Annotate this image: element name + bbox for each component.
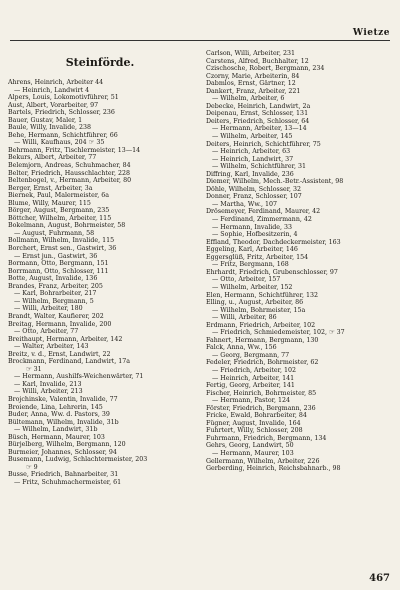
directory-entry: Eggeling, Karl, Arbeiter, 146 — [206, 246, 298, 254]
directory-entry: Döhle, Wilhelm, Schlosser, 32 — [206, 185, 302, 193]
directory-entry: Fügner, August, Invalide, 164 — [206, 419, 301, 427]
directory-entry: Fricke, Ewald, Bohrarbeiter, 84 — [206, 412, 307, 420]
directory-entry: Gerberding, Heinrich, Reichsbahnarb., 98 — [206, 465, 341, 473]
directory-entry: Brockmann, Ferdinand, Landwirt, 17a — [8, 358, 131, 366]
directory-entry: — Wilhelm, Arbeiter, 145 — [212, 133, 293, 141]
directory-entry: Ahrens, Heinrich, Arbeiter 44 — [8, 79, 104, 86]
directory-entry: Breitz, v. d., Ernst, Landwirt, 22 — [8, 350, 111, 358]
directory-entry: Breitag, Hermann, Invalide, 200 — [8, 320, 112, 328]
directory-entry: Ehrhardt, Friedrich, Grubenschlosser, 97 — [206, 268, 338, 276]
directory-entry: — Wilhelm, Bergmann, 5 — [14, 297, 94, 305]
directory-entry: Carlson, Willi, Arbeiter, 231 — [206, 50, 296, 57]
directory-entry: — Otto, Arbeiter, 77 — [14, 328, 79, 336]
directory-entry: Berger, Ernst, Arbeiter, 3a — [8, 184, 93, 192]
directory-entry: Busemann, Ludwig, Schlachtermeister, 203 — [8, 456, 148, 464]
directory-entry: Dankert, Franz, Arbeiter, 221 — [206, 87, 301, 95]
directory-entry: — Hermann, Aushilfs-Weichenwärter, 71 — [14, 373, 144, 381]
directory-entry: — Friedrich, Arbeiter, 102 — [212, 366, 296, 374]
directory-entry: Czischosche, Robert, Bergmann, 234 — [206, 65, 325, 73]
directory-entry: Fertig, Georg, Arbeiter, 141 — [206, 382, 295, 390]
directory-entry: — Heinrich, Landwirt, 37 — [212, 155, 294, 163]
directory-entry: Erdmann, Friedrich, Arbeiter, 102 — [206, 321, 316, 329]
running-title: Wietze — [352, 28, 390, 38]
directory-entry: Carstens, Alfred, Buchhalter, 12 — [206, 57, 309, 65]
directory-entry: — Heinrich, Arbeiter, 63 — [212, 148, 291, 156]
directory-entry: Beltenbogel, v., Hermann, Arbeiter, 80 — [8, 177, 132, 185]
directory-entry: — Wilhelm, Bohrmeister, 15a — [212, 306, 306, 314]
directory-entry: Bartels, Friedrich, Schlosser, 236 — [8, 109, 115, 117]
directory-entry: — Wilhelm, Schichtführer, 31 — [212, 163, 306, 171]
directory-entry: ☞ 31 — [26, 365, 42, 373]
directory-entry: Effland, Theodor, Dachdeckermeister, 163 — [206, 238, 341, 246]
directory-entry: Belter, Friedrich, Hausschlachter, 228 — [8, 169, 130, 177]
directory-entry: Fischer, Heinrich, Bohrmeister, 85 — [206, 389, 317, 397]
directory-entry: Eggersglüß, Fritz, Arbeiter, 154 — [206, 253, 309, 261]
directory-entry: — Ernst jun., Gastwirt, 36 — [14, 252, 98, 260]
header-rule — [10, 40, 390, 41]
directory-entry: Deiters, Friedrich, Schlosser, 64 — [206, 117, 310, 125]
directory-entry: — Martha, Ww., 107 — [212, 200, 277, 208]
page-header — [0, 0, 400, 40]
directory-entry: Blume, Willy, Maurer, 115 — [8, 199, 91, 207]
directory-entry: Büsch, Hermann, Maurer, 103 — [8, 433, 105, 441]
directory-entry: — Friedrich, Schmiedemeister, 102, ☞ 37 — [212, 329, 345, 337]
directory-entry: Botte, August, Invalide, 136 — [8, 275, 98, 283]
directory-entry: Debecke, Heinrich, Landwirt, 2a — [206, 102, 311, 110]
directory-entry: Bürjelberg, Wilhelm, Bergmann, 120 — [8, 441, 126, 449]
directory-entry: Bauer, Gustav, Maler, 1 — [8, 116, 83, 124]
directory-entry: Brojchinske, Valentin, Invalide, 77 — [8, 395, 118, 403]
directory-entry: Dabmlos, Ernst, Gärtner, 12 — [206, 80, 296, 88]
directory-entry: Brandt, Walter, Kaufierer, 202 — [8, 312, 104, 320]
directory-entry: Bollmann, Wilhelm, Invalide, 115 — [8, 237, 115, 245]
directory-entry: ☞ 9 — [26, 463, 38, 471]
directory-entry: Deiters, Heinrich, Schichtführer, 75 — [206, 140, 321, 148]
section-title: Steinförde. — [65, 56, 135, 69]
directory-entry: Behe, Hermann, Schichtführer, 66 — [8, 131, 118, 139]
directory-entry: — Walter, Arbeiter, 143 — [14, 343, 89, 351]
directory-entry: — Fritz, Bergmann, 168 — [212, 261, 289, 269]
directory-entry: Elen, Hermann, Schichtführer, 132 — [206, 291, 319, 299]
directory-entry: Burmeier, Johannes, Schlosser, 94 — [8, 448, 117, 456]
directory-entry: Börger, August, Bergmann, 235 — [8, 207, 110, 215]
directory-entry: Gehrs, Georg, Landwirt, 50 — [206, 442, 294, 450]
directory-entry: — Ferdinand, Zimmermann, 42 — [212, 216, 312, 224]
directory-entry: Falck, Anna, Ww., 156 — [206, 344, 277, 352]
directory-entry: Buder, Anna, Ww. d. Pastors, 39 — [8, 411, 110, 419]
directory-entry: Belemjorn, Andreas, Schuhmacher, 84 — [8, 162, 131, 170]
directory-entry: Borrmann, Otto, Schlosser, 111 — [8, 267, 109, 275]
directory-entry: Fahnert, Hermann, Bergmann, 130 — [206, 336, 319, 344]
directory-entry: — Wilhelm, Arbeiter, 152 — [212, 283, 293, 291]
directory-entry: — Karl, Invalide, 213 — [14, 380, 82, 388]
directory-entry: Gellermann, Wilhelm, Arbeiter, 226 — [206, 457, 320, 465]
directory-entry: Bültemann, Wilhelm, Invalide, 31b — [8, 418, 119, 426]
directory-entry: Baule, Willy, Invalide, 238 — [8, 124, 91, 132]
directory-entry: — August, Fuhrmann, 58 — [14, 229, 95, 237]
directory-entry: Diffring, Karl, Invalide, 236 — [206, 170, 294, 178]
directory-entry: — Willi, Arbeiter, 86 — [212, 314, 277, 322]
directory-entry: Bekurs, Albert, Arbeiter, 77 — [8, 154, 97, 162]
left-column — [8, 44, 192, 487]
directory-entry: — Sophie, Hofbesitzerin, 4 — [212, 231, 298, 239]
directory-entry: — Hermann, Maurer, 103 — [212, 449, 294, 457]
directory-entry: — Willi, Kaufhaus, 204 ☞ 35 — [14, 139, 105, 147]
page-number: 467 — [369, 573, 390, 584]
directory-entry: — Wilhelm, Arbeiter, 6 — [212, 95, 285, 103]
directory-entry: Behrmann, Fritz, Tischlermeister, 13—14 — [8, 146, 141, 154]
directory-entry: Broiende, Lina, Lehrerin, 145 — [8, 403, 103, 411]
directory-entry: — Heinrich, Arbeiter, 141 — [212, 374, 295, 382]
directory-entry: Busse, Friedrich, Bahnarbeiter, 31 — [8, 471, 119, 479]
directory-entry: Diemer, Wilhelm, Mech.-Betr.-Assistent, 98 — [206, 178, 344, 186]
directory-entry: Deipenau, Ernst, Schlosser, 131 — [206, 110, 309, 118]
directory-entry: — Wilhelm, Landwirt, 31b — [14, 426, 98, 434]
directory-entry: — Karl, Bohrarbeiter, 217 — [14, 290, 97, 298]
directory-entry: — Fritz, Schuhmachermeister, 61 — [14, 478, 122, 486]
directory-entry: Elling, u., August, Arbeiter, 86 — [206, 299, 304, 307]
directory-entry: Böttcher, Wilhelm, Arbeiter, 115 — [8, 214, 112, 222]
directory-entry: — Hermann, Invalide, 33 — [212, 223, 293, 231]
directory-entry: — Willi, Arbeiter, 180 — [14, 305, 83, 313]
directory-entry: Drösemeyer, Ferdinand, Maurer, 42 — [206, 208, 321, 216]
directory-entry: Brandes, Franz, Arbeiter, 205 — [8, 282, 103, 290]
directory-entry: Donner, Franz, Schlosser, 107 — [206, 193, 302, 201]
directory-entry: Czorny, Marie, Arbeiterin, 84 — [206, 72, 300, 80]
directory-entry: Aust, Albert, Vorarbeiter, 97 — [8, 101, 99, 109]
directory-entry: — Hermann, Pastor, 124 — [212, 397, 290, 405]
directory-entry: — Georg, Bergmann, 77 — [212, 351, 290, 359]
directory-entry: Fuhrtert, Willy, Schlosser, 208 — [206, 427, 303, 435]
directory-entry: Fedeler, Friedrich, Bohrmeister, 62 — [206, 359, 319, 367]
directory-entry: — Willi, Arbeiter, 213 — [14, 388, 83, 396]
directory-entry: — Otto, Arbeiter, 157 — [212, 276, 281, 284]
directory-entry: Biernek, Paul, Malermeister, 6a — [8, 192, 109, 200]
directory-entry: Fuhrmann, Friedrich, Bergmann, 134 — [206, 434, 327, 442]
directory-entry: Borchert, Ernst sen., Gastwirt, 36 — [8, 245, 117, 253]
directory-entry: Bokelmann, August, Bohrmeister, 58 — [8, 222, 126, 230]
directory-entry: Förster, Friedrich, Bergmann, 236 — [206, 404, 316, 412]
directory-entry: Alpers, Louis, Lokomotivführer, 51 — [8, 94, 119, 102]
directory-entry: — Heinrich, Landwirt 4 — [14, 86, 90, 94]
directory-entry: Breithaupt, Hermann, Arbeiter, 142 — [8, 335, 123, 343]
directory-entry: — Hermann, Arbeiter, 13—14 — [212, 125, 307, 133]
right-column — [206, 44, 390, 473]
directory-entry: Bormann, Otto, Bergmann, 151 — [8, 260, 109, 268]
